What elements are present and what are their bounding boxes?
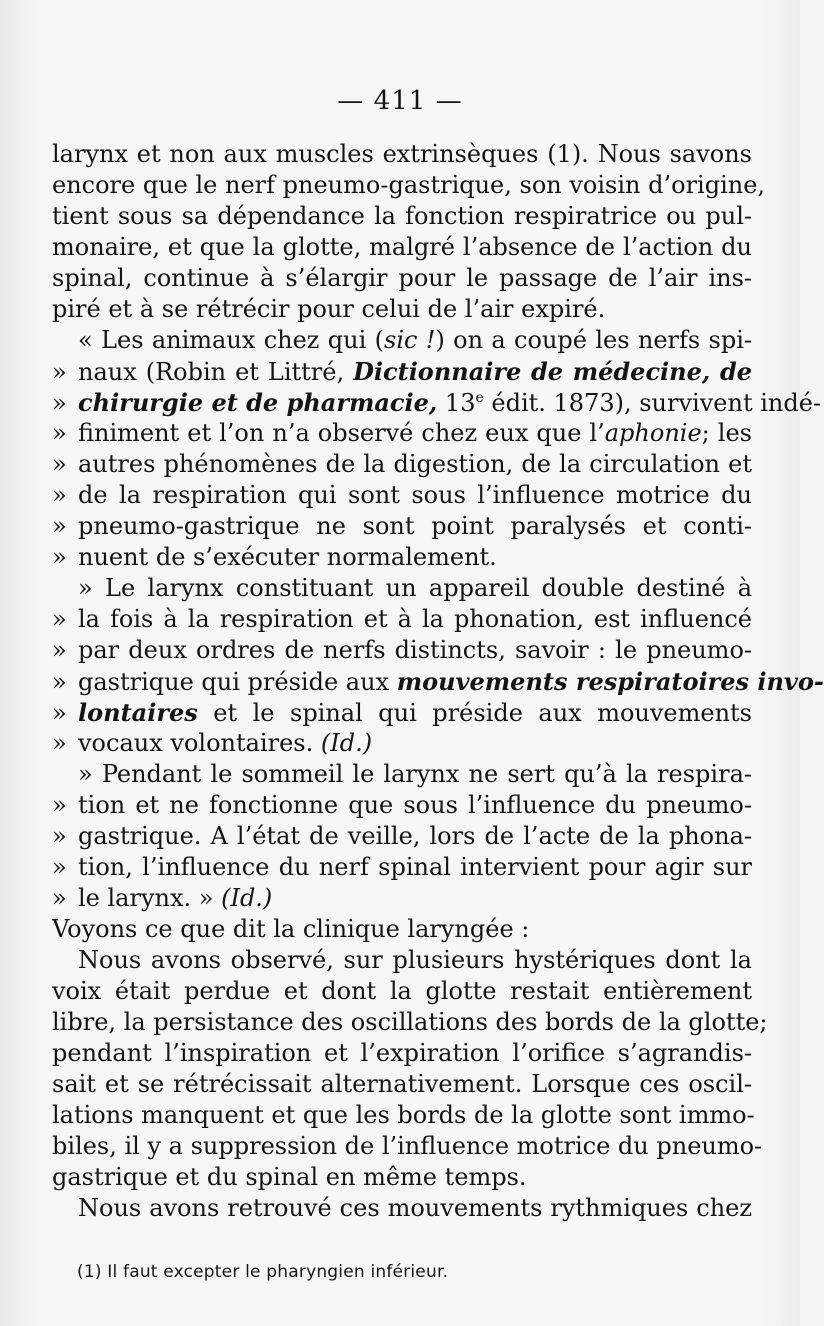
text-line: biles, il y a suppression de l’influence motrice du pneumo- [52,1132,763,1160]
text-line: spinal, continue à s’élargir pour le passage de l’air ins- [52,264,752,292]
text-line: encore que le nerf pneumo-gastrique, son voisin d’origine, [52,171,766,199]
text-line: libre, la persistance des oscillations des bords de la glotte; [52,1008,768,1036]
guillemet-mark: » [52,419,67,447]
guillemet-mark: » [52,822,67,850]
text-line: sait et se rétrécissait alternativement. Lorsque ces oscil- [52,1070,752,1098]
guillemet-mark: » [52,884,67,912]
quote-line: » autres phénomènes de la digestion, de la circulation et [52,450,752,478]
guillemet-mark: » [52,543,67,571]
text-line: pendant l’inspiration et l’expiration l’orifice s’agrandis- [52,1039,752,1067]
quote-line: » lontaires et le spinal qui préside aux mouvements [52,698,752,727]
guillemet-mark: » [52,636,67,664]
guillemet-mark: » [52,699,67,727]
quote-line: » gastrique. A l’état de veille, lors de l’acte de la phona- [52,822,752,850]
guillemet-mark: » [52,668,67,696]
quote-line: » de la respiration qui sont sous l’influence motrice du [52,481,752,509]
cited-title: Dictionnaire de médecine, de [353,357,752,386]
page-number: — 411 — [337,86,463,116]
text-line: tient sous sa dépendance la fonction respiratrice ou pul- [52,202,752,230]
quote-line: » nuent de s’exécuter normalement. [52,543,497,571]
guillemet-mark: » [52,481,67,509]
text-line: monaire, et que la glotte, malgré l’absence de l’action du [52,233,752,261]
guillemet-mark: » [52,358,67,386]
quote-line: » par deux ordres de nerfs distincts, savoir : le pneumo- [52,636,752,664]
text-line: Nous avons observé, sur plusieurs hystériques dont la [78,946,752,974]
quote-line: » pneumo-gastrique ne sont point paralysés et conti- [52,512,752,540]
quote-line: » Pendant le sommeil le larynx ne sert qu’à la respira- [78,760,752,788]
guillemet-mark: » [52,791,67,819]
guillemet-mark: » [52,605,67,633]
quote-line: » chirurgie et de pharmacie, 13e édit. 1873), survivent indé- [52,388,822,417]
page-body [52,139,824,1224]
quote-line: » vocaux volontaires. (Id.) [52,729,373,757]
quote-line: « Les animaux chez qui (sic !) on a coupé les nerfs spi- [78,326,753,354]
text-line: larynx et non aux muscles extrinsèques (1). Nous savons [52,140,752,168]
text-line: lations manquent et que les bords de la glotte sont immo- [52,1101,755,1129]
quote-line: » la fois à la respiration et à la phonation, est influencé [52,605,752,633]
text-line: gastrique et du spinal en même temps. [52,1163,527,1191]
quote-line: » finiment et l’on n’a observé chez eux que l’aphonie; les [52,419,752,447]
quote-line: » Le larynx constituant un appareil double destiné à [78,574,752,602]
quote-line: » tion, l’influence du nerf spinal intervient pour agir sur [52,853,752,881]
guillemet-mark: » [52,729,67,757]
cited-title: chirurgie et de pharmacie, [78,388,438,417]
guillemet-mark: » [52,450,67,478]
quote-line: » tion et ne fonctionne que sous l’influence du pneumo- [52,791,752,819]
quote-line: » naux (Robin et Littré, Dictionnaire de médecine, de [52,357,752,386]
guillemet-mark: » [52,512,67,540]
text-line: piré et à se rétrécir pour celui de l’air expiré. [52,295,606,323]
footnote: (1) Il faut excepter le pharyngien inférieur. [77,1262,449,1282]
text-line: voix était perdue et dont la glotte restait entièrement [52,977,752,1005]
guillemet-mark: » [52,853,67,881]
text-line: Nous avons retrouvé ces mouvements rythmiques chez [78,1194,752,1222]
guillemet-mark: » [52,389,67,417]
quote-line: » le larynx. » (Id.) [52,884,273,912]
quote-line: » gastrique qui préside aux mouvements respiratoires invo- [52,667,824,696]
text-line: Voyons ce que dit la clinique laryngée : [52,915,530,943]
